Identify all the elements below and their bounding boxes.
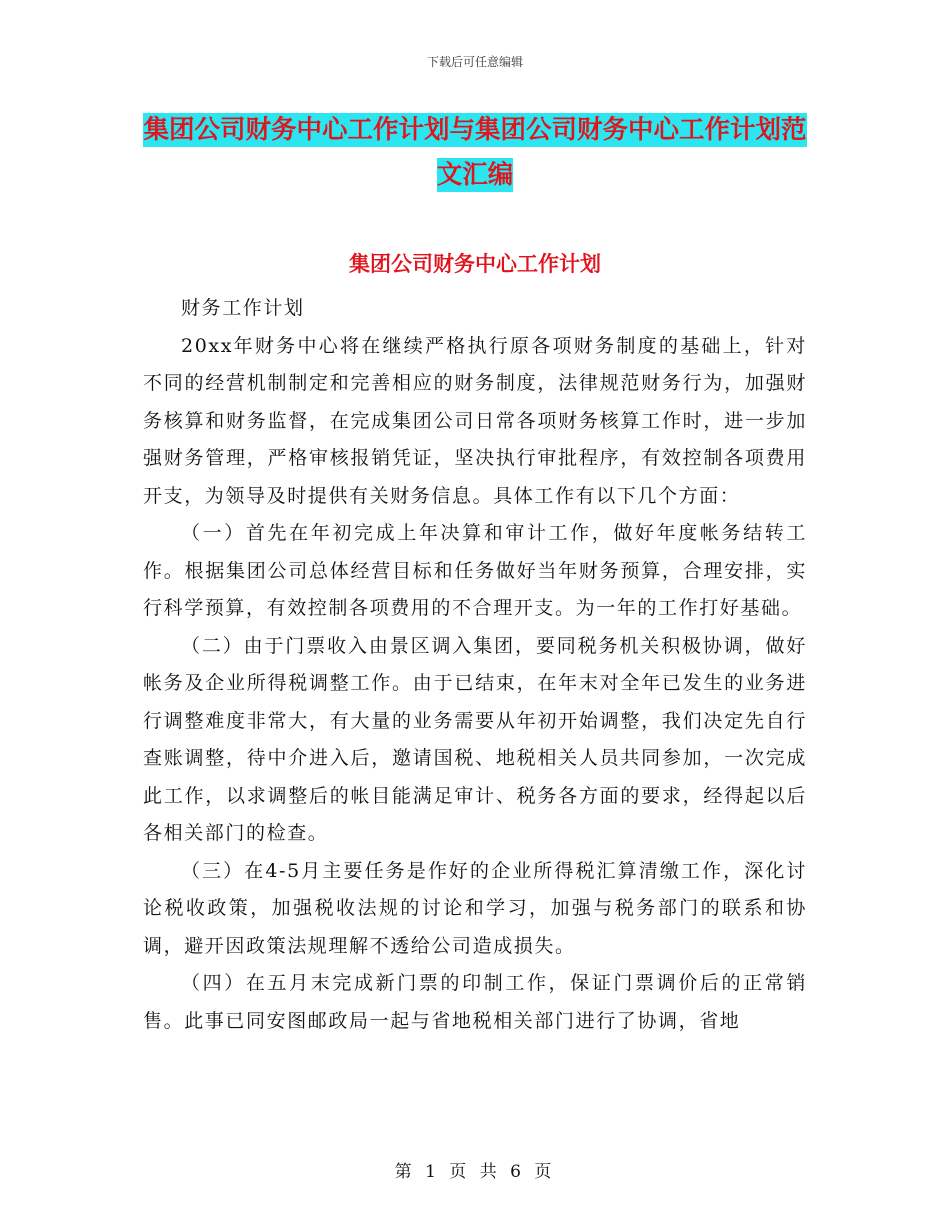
document-title-text: 集团公司财务中心工作计划与集团公司财务中心工作计划范文汇编 xyxy=(143,115,807,190)
paragraph: （二）由于门票收入由景区调入集团，要同税务机关积极协调，做好帐务及企业所得税调整工作。由于已结束，在年末对全年已发生的业务进行调整难度非常大，有大量的业务需要从年初开始调整，我们决定先自行查账调整，待中介进入后，邀请国税、地税相关人员共同参加，一次完成此工作，以求调整后的帐目能满足审计、税务各方面的要求，经得起以后各相关部门的检查。 xyxy=(143,634,807,844)
paragraph: （一）首先在年初完成上年决算和审计工作，做好年度帐务结转工作。根据集团公司总体经营目标和任务做好当年财务预算，合理安排，实行科学预算，有效控制各项费用的不合理开支。为一年的工作打好基础。 xyxy=(143,522,807,619)
paragraph: 20xx年财务中心将在继续严格执行原各项财务制度的基础上，针对不同的经营机制制定和完善相应的财务制度，法律规范财务行为，加强财务核算和财务监督，在完成集团公司日常各项财务核算工作时，进一步加强财务管理，严格审核报销凭证，坚决执行审批程序，有效控制各项费用开支，为领导及时提供有关财务信息。具体工作有以下几个方面： xyxy=(143,334,807,507)
paragraph: （四）在五月末完成新门票的印制工作，保证门票调价后的正常销售。此事已同安图邮政局一起与省地税相关部门进行了协调，省地 xyxy=(143,972,807,1032)
document-body xyxy=(143,290,807,1040)
paragraph: （三）在4-5月主要任务是作好的企业所得税汇算清缴工作，深化讨论税收政策，加强税收法规的讨论和学习，加强与税务部门的联系和协调，避开因政策法规理解不透给公司造成损失。 xyxy=(143,859,807,957)
document-title xyxy=(143,108,807,198)
paragraph-heading: 财务工作计划 xyxy=(181,297,305,319)
header-note: 下载后可任意编辑 xyxy=(426,55,523,69)
page-footer: 第 1 页 共 6 页 xyxy=(394,1162,556,1182)
section-title: 集团公司财务中心工作计划 xyxy=(349,252,601,276)
